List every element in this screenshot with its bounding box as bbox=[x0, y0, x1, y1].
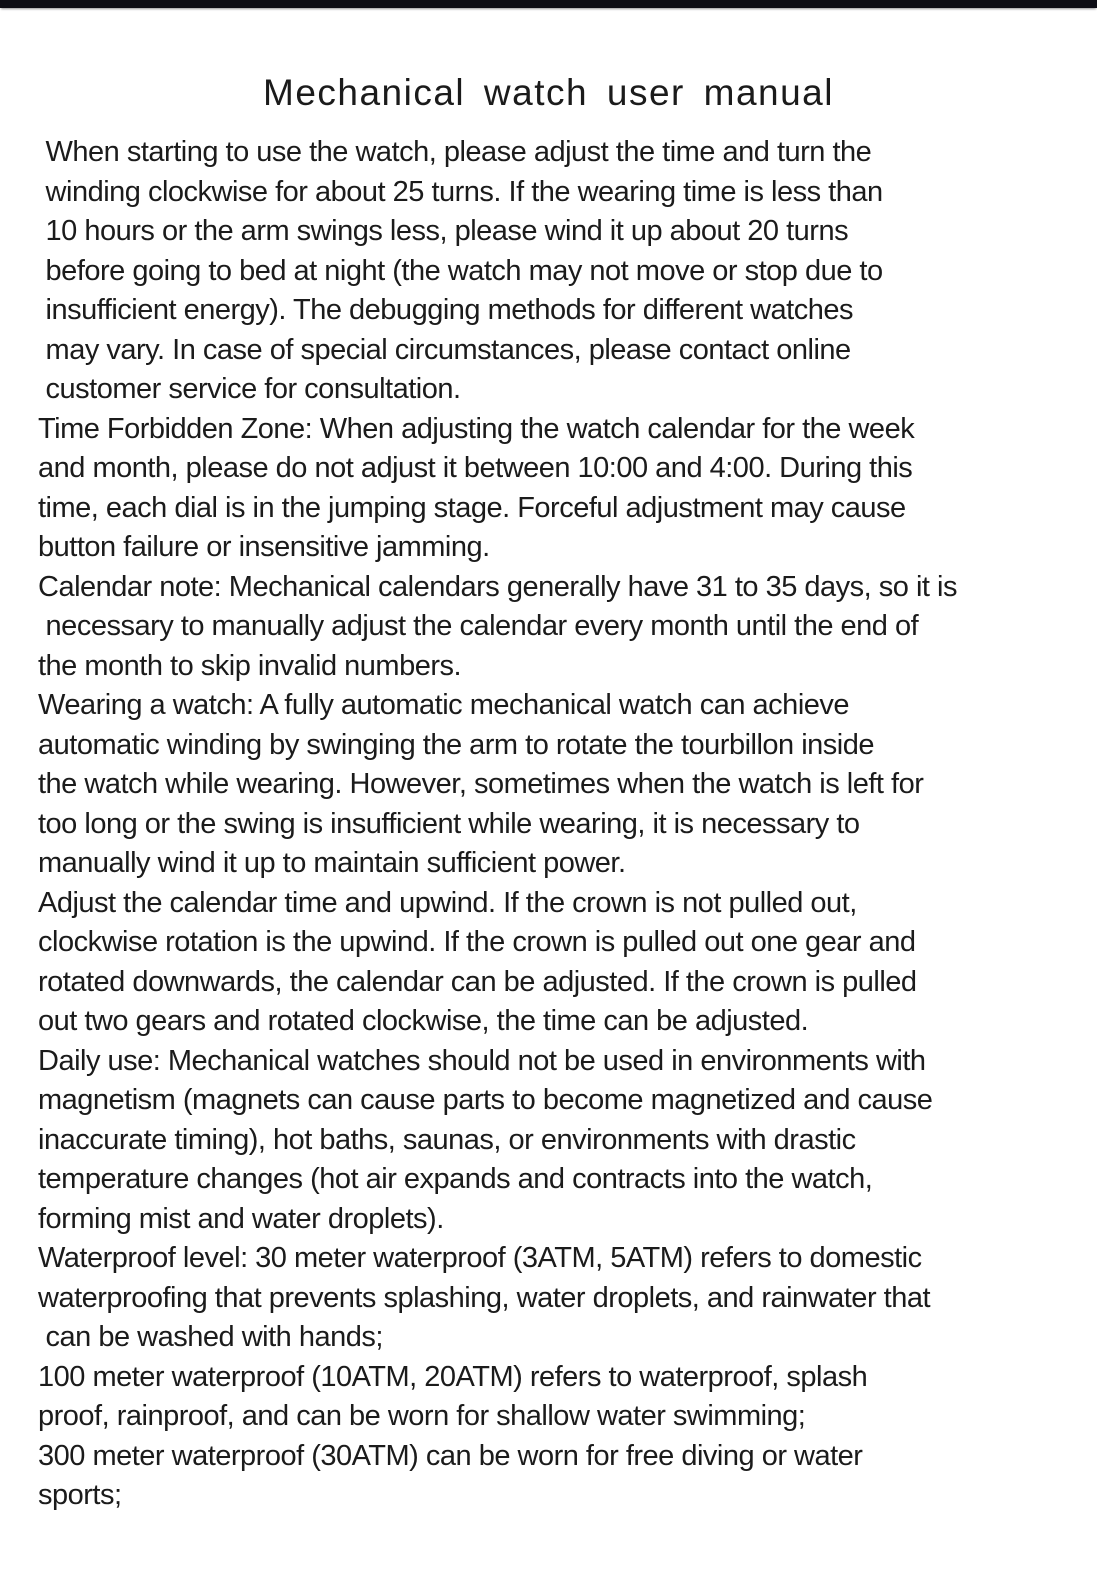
paragraph bbox=[38, 1437, 1067, 1516]
text-line: When starting to use the watch, please adjust the time and turn the bbox=[38, 136, 872, 168]
text-line: forming mist and water droplets). bbox=[38, 1202, 444, 1235]
paragraph bbox=[38, 410, 1067, 568]
text-line: Adjust the calendar time and upwind. If the crown is not pulled out, bbox=[38, 886, 857, 919]
text-line: the month to skip invalid numbers. bbox=[38, 649, 462, 682]
text-line: sports; bbox=[38, 1479, 122, 1511]
text-line: proof, rainproof, and can be worn for shallow water swimming; bbox=[38, 1400, 806, 1432]
text-line: too long or the swing is insufficient while wearing, it is necessary to bbox=[38, 807, 860, 840]
paragraph bbox=[38, 686, 1067, 884]
text-line: Wearing a watch: A fully automatic mechanical watch can achieve bbox=[38, 689, 850, 721]
text-line: button failure or insensitive jamming. bbox=[38, 531, 490, 563]
paragraph bbox=[38, 133, 1067, 410]
manual-body-text bbox=[38, 133, 1067, 1516]
text-line: 100 meter waterproof (10ATM, 20ATM) refers to waterproof, splash bbox=[38, 1360, 868, 1393]
text-line: Waterproof level: 30 meter waterproof (3ATM, 5ATM) refers to domestic bbox=[38, 1242, 922, 1274]
document-title: Mechanical watch user manual bbox=[263, 72, 834, 113]
text-line: and month, please do not adjust it between 10:00 and 4:00. During this bbox=[38, 452, 913, 484]
text-line: out two gears and rotated clockwise, the time can be adjusted. bbox=[38, 1005, 809, 1037]
text-line: rotated downwards, the calendar can be adjusted. If the crown is pulled bbox=[38, 965, 917, 998]
scan-edge-artifact bbox=[0, 0, 1097, 8]
paragraph bbox=[38, 568, 1067, 687]
text-line: insufficient energy). The debugging methods for different watches bbox=[38, 294, 853, 326]
paragraph bbox=[38, 1042, 1067, 1240]
text-line: temperature changes (hot air expands and contracts into the watch, bbox=[38, 1163, 873, 1195]
text-line: magnetism (magnets can cause parts to become magnetized and cause bbox=[38, 1084, 933, 1116]
text-line: automatic winding by swinging the arm to rotate the tourbillon inside bbox=[38, 728, 874, 761]
text-line: 300 meter waterproof (30ATM) can be worn for free diving or water bbox=[38, 1439, 863, 1472]
text-line: customer service for consultation. bbox=[38, 373, 461, 405]
text-line: inaccurate timing), hot baths, saunas, or environments with drastic bbox=[38, 1123, 856, 1156]
paragraph bbox=[38, 1239, 1067, 1358]
text-line: 10 hours or the arm swings less, please wind it up about 20 turns bbox=[38, 215, 849, 247]
text-line: may vary. In case of special circumstances, please contact online bbox=[38, 333, 851, 366]
text-line: Daily use: Mechanical watches should not be used in environments with bbox=[38, 1044, 926, 1077]
paragraph bbox=[38, 884, 1067, 1042]
paragraph bbox=[38, 1358, 1067, 1437]
text-line: the watch while wearing. However, sometimes when the watch is left for bbox=[38, 768, 924, 800]
text-line: Calendar note: Mechanical calendars generally have 31 to 35 days, so it is bbox=[38, 570, 957, 603]
text-line: time, each dial is in the jumping stage. Forceful adjustment may cause bbox=[38, 491, 906, 524]
text-line: clockwise rotation is the upwind. If the crown is pulled out one gear and bbox=[38, 926, 916, 958]
text-line: waterproofing that prevents splashing, water droplets, and rainwater that bbox=[38, 1281, 931, 1314]
text-line: can be washed with hands; bbox=[38, 1321, 383, 1353]
text-line: manually wind it up to maintain sufficient power. bbox=[38, 847, 626, 879]
text-line: necessary to manually adjust the calendar every month until the end of bbox=[38, 610, 919, 642]
text-line: before going to bed at night (the watch may not move or stop due to bbox=[38, 254, 883, 287]
text-line: Time Forbidden Zone: When adjusting the watch calendar for the week bbox=[38, 412, 915, 445]
text-line: winding clockwise for about 25 turns. If the wearing time is less than bbox=[38, 175, 883, 208]
